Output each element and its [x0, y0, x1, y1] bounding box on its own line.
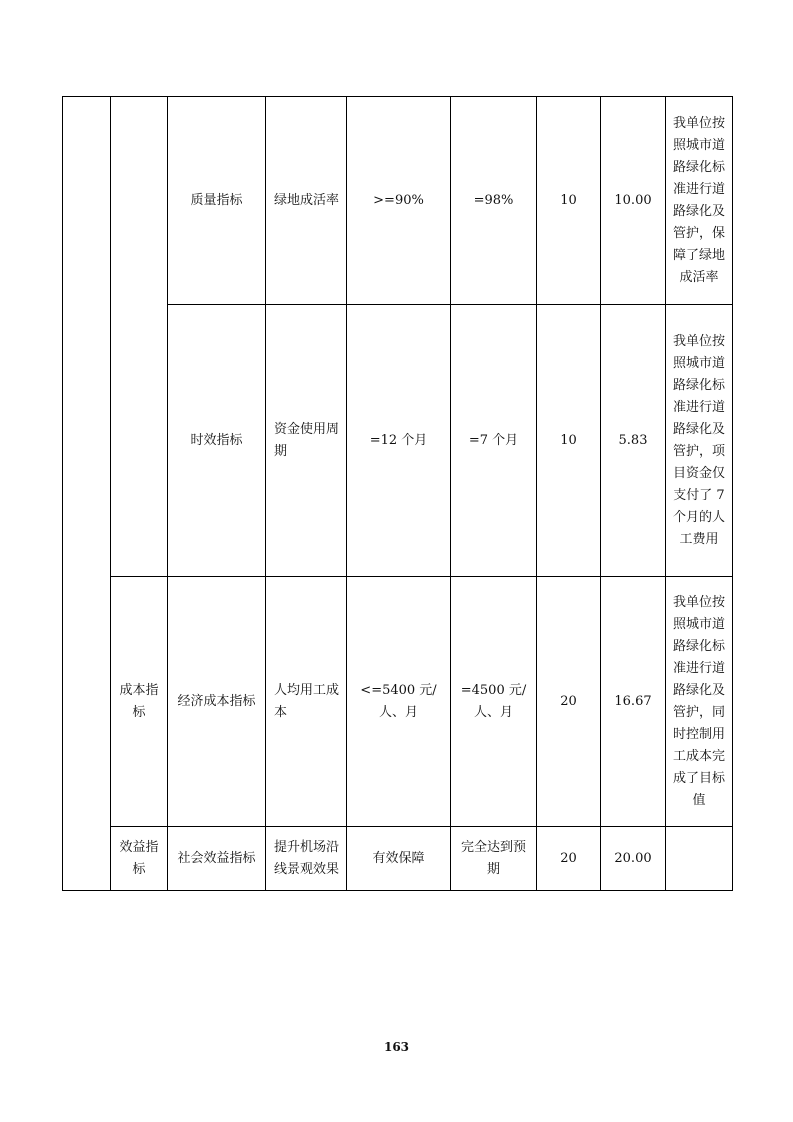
- weight-cell: 10: [537, 97, 601, 305]
- level3-cell: 社会效益指标: [168, 827, 266, 891]
- target-cell: 有效保障: [347, 827, 451, 891]
- performance-table: [62, 96, 733, 891]
- note-cell: 我单位按照城市道路绿化标准进行道路绿化及管护，保障了绿地成活率: [666, 97, 733, 305]
- level3-cell: 质量指标: [168, 97, 266, 305]
- indicator-cell: 资金使用周期: [266, 305, 347, 577]
- level2-cell: 成本指标: [111, 577, 168, 827]
- level2-cell: [111, 97, 168, 577]
- table-row: [63, 97, 733, 305]
- table-row: [63, 577, 733, 827]
- actual-cell: =4500 元/人、月: [451, 577, 537, 827]
- indicator-cell: 人均用工成本: [266, 577, 347, 827]
- note-cell: 我单位按照城市道路绿化标准进行道路绿化及管护，同时控制用工成本完成了目标值: [666, 577, 733, 827]
- weight-cell: 20: [537, 827, 601, 891]
- indicator-cell: 绿地成活率: [266, 97, 347, 305]
- score-cell: 16.67: [601, 577, 666, 827]
- target-cell: =12 个月: [347, 305, 451, 577]
- actual-cell: 完全达到预期: [451, 827, 537, 891]
- score-cell: 5.83: [601, 305, 666, 577]
- level3-cell: 经济成本指标: [168, 577, 266, 827]
- indicator-cell: 提升机场沿线景观效果: [266, 827, 347, 891]
- level3-cell: 时效指标: [168, 305, 266, 577]
- weight-cell: 10: [537, 305, 601, 577]
- weight-cell: 20: [537, 577, 601, 827]
- note-cell: 我单位按照城市道路绿化标准进行道路绿化及管护，项目资金仅支付了 7 个月的人工费用: [666, 305, 733, 577]
- actual-cell: =7 个月: [451, 305, 537, 577]
- target-cell: <=5400 元/人、月: [347, 577, 451, 827]
- score-cell: 20.00: [601, 827, 666, 891]
- target-cell: >=90%: [347, 97, 451, 305]
- score-cell: 10.00: [601, 97, 666, 305]
- table-row: [63, 827, 733, 891]
- actual-cell: =98%: [451, 97, 537, 305]
- level1-cell: [63, 97, 111, 891]
- page-number: 163: [383, 1040, 410, 1054]
- note-cell: [666, 827, 733, 891]
- level2-cell: 效益指标: [111, 827, 168, 891]
